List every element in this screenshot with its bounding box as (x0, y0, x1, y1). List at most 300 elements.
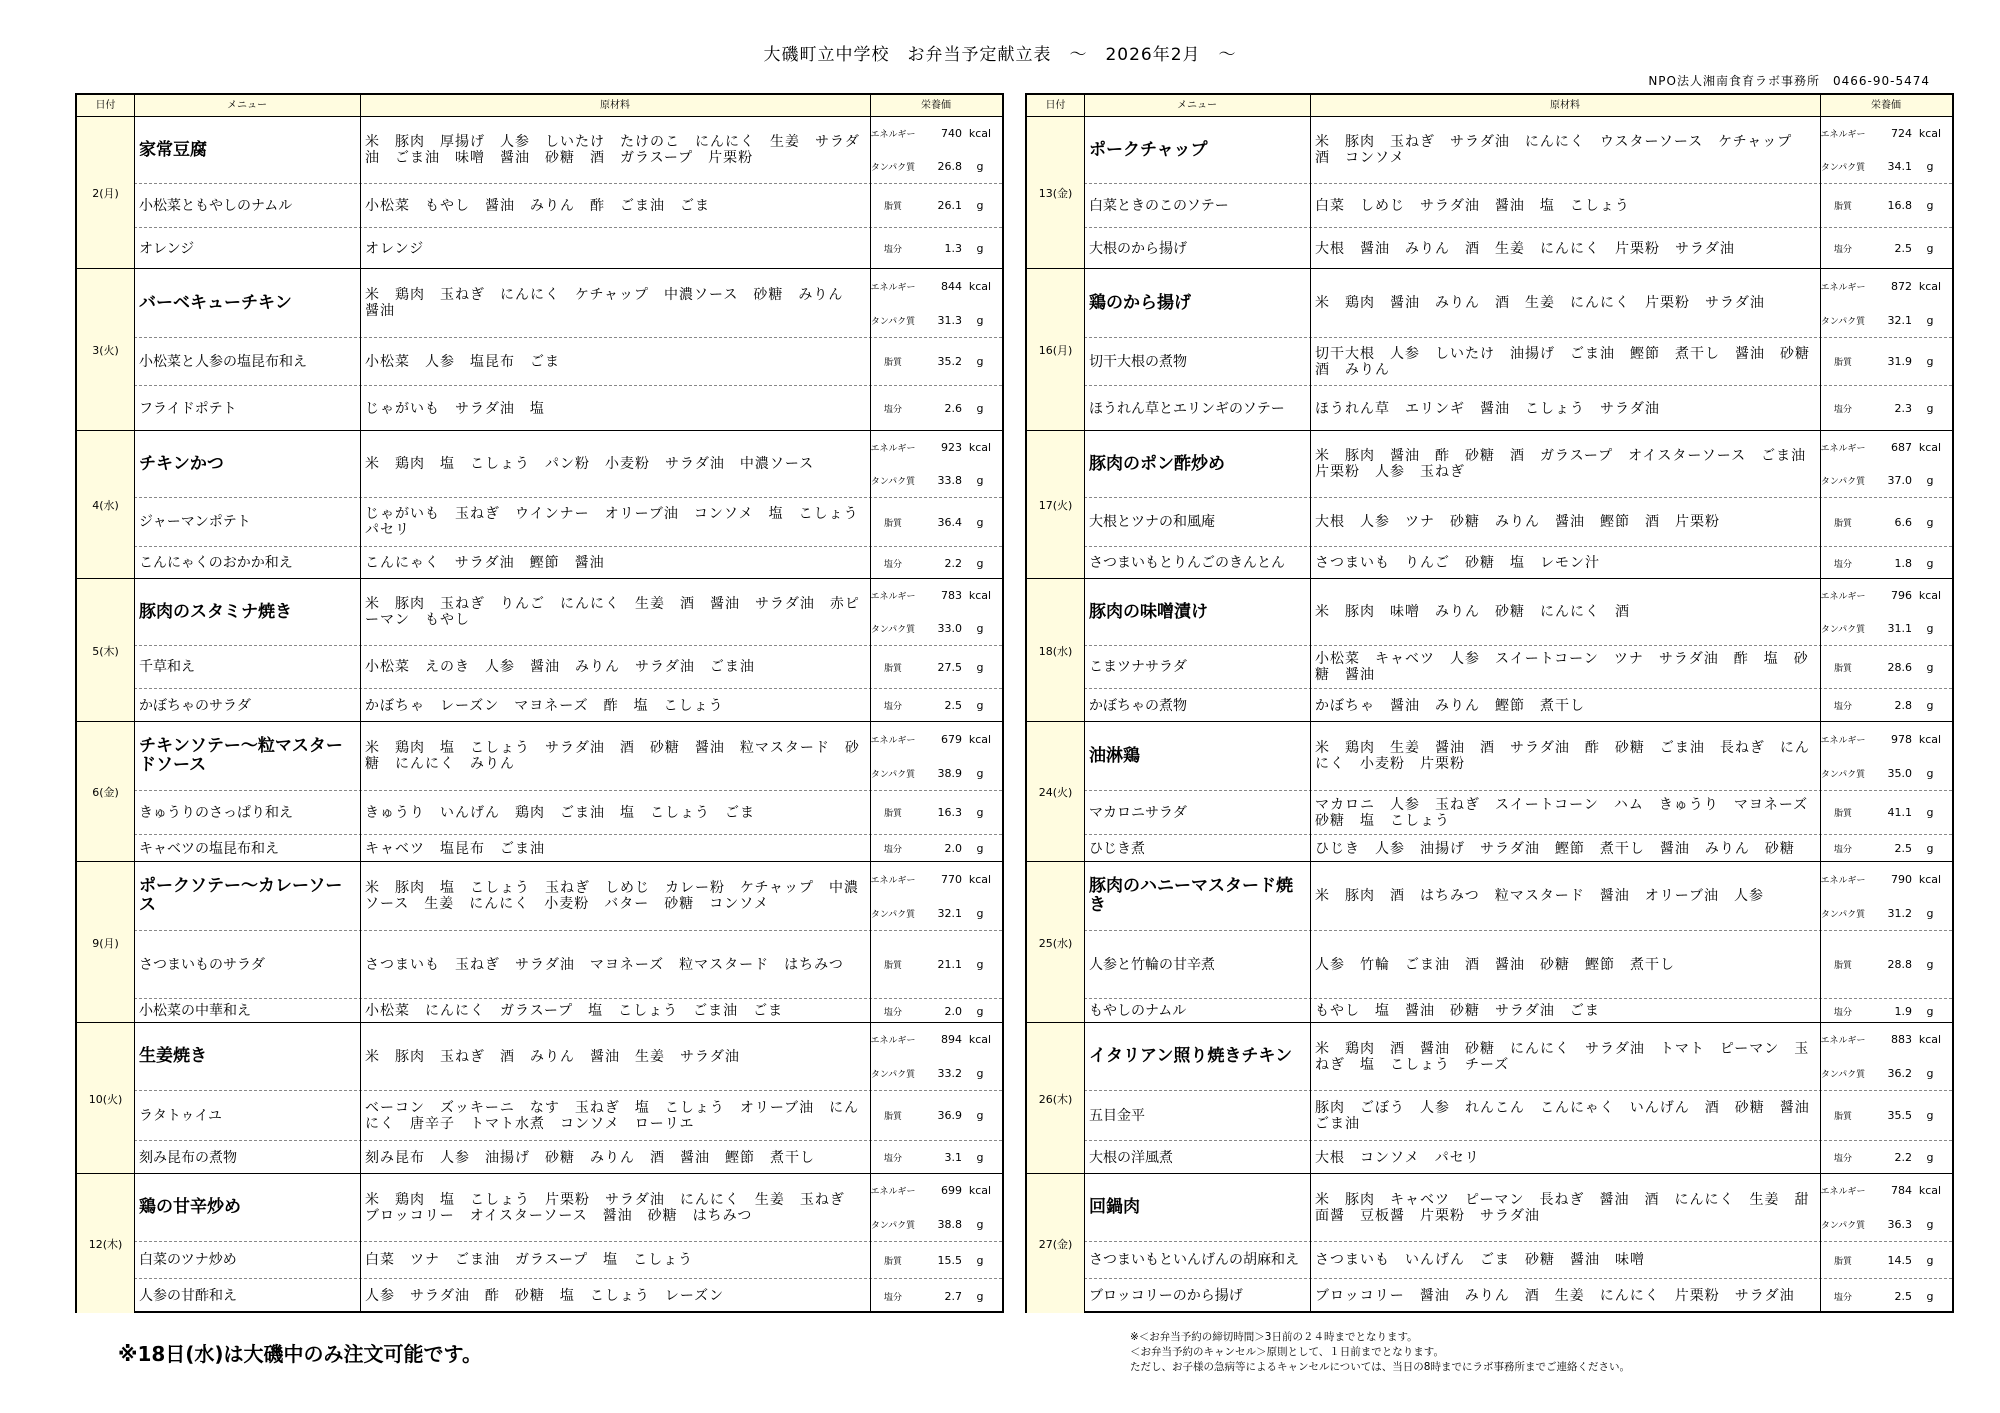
unit-g: g (976, 1217, 984, 1231)
unit-g: g (976, 160, 984, 173)
day-block (1027, 578, 1952, 722)
unit-g: g (1926, 660, 1934, 674)
value-fat: 28.6 (1887, 660, 1912, 674)
label-protein: タンパク質 (870, 625, 916, 635)
unit-kcal: kcal (1918, 279, 1942, 293)
label-fat: 脂質 (883, 961, 902, 971)
ingredients: 刻み昆布 人参 油揚げ 砂糖 みりん 酒 醤油 鰹節 煮干し (365, 1149, 815, 1166)
header-ingredients: 原材料 (600, 100, 630, 111)
ingredients: ブロッコリー 醤油 みりん 酒 生姜 にんにく 片栗粉 サラダ油 (1315, 1288, 1795, 1304)
menu-row (1084, 862, 1952, 930)
value-protein: 32.1 (937, 906, 962, 920)
unit-g: g (1926, 906, 1934, 920)
date-label: 12(木) (88, 1237, 123, 1251)
label-protein: タンパク質 (870, 1069, 916, 1080)
unit-kcal: kcal (968, 732, 992, 746)
ingredients: もやし 塩 醤油 砂糖 サラダ油 ごま (1315, 1003, 1600, 1019)
nutrition-fat (1820, 646, 1952, 688)
label-fat: 脂質 (883, 1256, 902, 1267)
nutrition-salt (870, 547, 1002, 579)
ingredients: 米 豚肉 醤油 酢 砂糖 酒 ガラスープ オイスターソース ごま油 片栗粉 人参 玉ねぎ (1315, 448, 1822, 480)
nutrition-fat (870, 498, 1002, 546)
ingredients: 米 豚肉 味噌 みりん 砂糖 にんにく 酒 (1315, 604, 1630, 620)
ingredients: 小松菜 えのき 人参 醤油 みりん サラダ油 ごま油 (365, 659, 755, 675)
nutrition-main (870, 579, 1002, 645)
nutrition-salt (870, 228, 1002, 269)
menu-table-left (75, 93, 1004, 1313)
value-fat: 26.1 (937, 199, 962, 212)
value-salt: 2.6 (944, 402, 962, 415)
main-dish: チキンかつ (139, 453, 224, 474)
value-protein: 31.3 (937, 313, 962, 327)
unit-g: g (976, 474, 984, 487)
label-salt: 塩分 (1833, 702, 1852, 712)
day-block (77, 430, 1002, 579)
ingredients: じゃがいも サラダ油 塩 (365, 400, 545, 417)
value-fat: 15.5 (937, 1253, 962, 1267)
nutrition-salt (1820, 835, 1952, 862)
ingredients: かぼちゃ 醤油 みりん 鰹節 煮干し (1315, 697, 1585, 714)
label-salt: 塩分 (883, 245, 902, 255)
value-fat: 14.5 (1887, 1253, 1912, 1267)
order-note: ※18日(水)は大磯中のみ注文可能です。 (118, 1342, 482, 1366)
nutrition-salt (870, 1141, 1002, 1174)
menu-row (134, 546, 1002, 579)
menu-row (1084, 834, 1952, 862)
menu-row (1084, 1241, 1952, 1278)
day-block (1027, 116, 1952, 269)
label-energy: エネルギー (870, 1036, 916, 1047)
reservation-notes (1130, 1330, 1630, 1375)
menu-table-right (1025, 93, 1954, 1313)
day-block (77, 1173, 1002, 1313)
value-energy: 699 (941, 1184, 962, 1198)
divider (1820, 95, 1821, 1311)
unit-g: g (1926, 1066, 1934, 1080)
label-protein: タンパク質 (1820, 909, 1866, 920)
side-dish: ほうれん草とエリンギのソテー (1089, 400, 1285, 417)
nutrition-fat (1820, 338, 1952, 385)
menu-row (134, 834, 1002, 862)
value-energy: 796 (1891, 589, 1912, 602)
value-energy: 872 (1891, 279, 1912, 293)
label-fat: 脂質 (1833, 518, 1852, 529)
ingredients: 大根 人参 ツナ 砂糖 みりん 醤油 鰹節 酒 片栗粉 (1315, 514, 1720, 530)
value-fat: 16.8 (1887, 199, 1912, 212)
date-label: 16(月) (1038, 344, 1073, 357)
menu-row (1084, 117, 1952, 183)
ingredients: じゃがいも 玉ねぎ ウインナー オリーブ油 コンソメ 塩 こしょう パセリ (365, 506, 874, 538)
main-dish: 生姜焼き (139, 1046, 207, 1066)
side-dish: もやしのナムル (1089, 1003, 1187, 1019)
ingredients: さつまいも 玉ねぎ サラダ油 マヨネーズ 粒マスタード はちみつ (365, 956, 844, 973)
label-salt: 塩分 (1833, 1154, 1852, 1164)
day-block (77, 1022, 1002, 1174)
unit-g: g (1926, 1004, 1934, 1018)
label-salt: 塩分 (883, 559, 902, 570)
label-energy: エネルギー (870, 130, 916, 140)
value-protein: 34.1 (1887, 160, 1912, 173)
label-energy: エネルギー (1820, 735, 1866, 746)
divider (360, 95, 361, 1311)
date-label: 27(金) (1038, 1237, 1073, 1251)
menu-row (1084, 431, 1952, 497)
value-fat: 28.8 (1887, 958, 1912, 971)
unit-g: g (1926, 515, 1934, 529)
menu-row (1084, 1090, 1952, 1140)
day-block (1027, 430, 1952, 579)
label-salt: 塩分 (883, 1007, 902, 1018)
value-protein: 32.1 (1887, 313, 1912, 327)
label-fat: 脂質 (883, 358, 902, 368)
nutrition-main (1820, 117, 1952, 183)
ingredients: 豚肉 ごぼう 人参 れんこん こんにゃく いんげん 酒 砂糖 醤油 ごま油 (1315, 1099, 1825, 1132)
unit-kcal: kcal (968, 589, 992, 602)
side-dish: フライドポテト (139, 400, 237, 417)
label-energy: エネルギー (1820, 1187, 1866, 1198)
side-dish: 切干大根の煮物 (1089, 353, 1187, 370)
main-dish: ポークソテー～カレーソース (139, 876, 343, 915)
value-salt: 2.5 (1894, 842, 1912, 855)
nutrition-fat (1820, 791, 1952, 834)
page-title: 大磯町立中学校 お弁当予定献立表 ～ 2026年2月 ～ (763, 45, 1237, 65)
label-energy: エネルギー (1820, 875, 1866, 886)
value-protein: 33.2 (937, 1066, 962, 1080)
unit-kcal: kcal (968, 127, 992, 140)
value-protein: 36.2 (1887, 1066, 1912, 1080)
value-protein: 31.1 (1887, 622, 1912, 635)
nutrition-fat (870, 931, 1002, 998)
menu-row (134, 722, 1002, 790)
menu-row (1084, 998, 1952, 1023)
nutrition-fat (870, 184, 1002, 227)
value-fat: 35.2 (937, 355, 962, 368)
main-dish: ポークチャップ (1089, 139, 1208, 160)
header-ingredients: 原材料 (1550, 100, 1580, 111)
nutrition-main (1820, 579, 1952, 645)
unit-kcal: kcal (968, 441, 992, 454)
label-energy: エネルギー (1820, 1036, 1866, 1047)
nutrition-main (1820, 1023, 1952, 1090)
value-energy: 783 (941, 589, 962, 602)
ingredients: 人参 サラダ油 酢 砂糖 塩 こしょう レーズン (365, 1288, 725, 1304)
label-protein: タンパク質 (1820, 1220, 1866, 1231)
ingredients: 白菜 ツナ ごま油 ガラスープ 塩 こしょう (365, 1252, 694, 1268)
unit-kcal: kcal (968, 279, 992, 293)
menu-row (1084, 688, 1952, 722)
value-fat: 27.5 (937, 660, 962, 674)
value-salt: 2.0 (944, 1004, 962, 1018)
side-dish: 五目金平 (1089, 1107, 1145, 1124)
nutrition-main (870, 269, 1002, 337)
value-fat: 41.1 (1887, 806, 1912, 819)
label-salt: 塩分 (1833, 559, 1852, 570)
menu-row (1084, 497, 1952, 546)
ingredients: ベーコン ズッキーニ なす 玉ねぎ 塩 こしょう オリーブ油 にんにく 唐辛子 トマト水煮 コンソメ ローリエ (365, 1099, 860, 1132)
value-protein: 38.9 (937, 766, 962, 780)
label-protein: タンパク質 (1820, 1069, 1866, 1080)
menu-row (1084, 227, 1952, 269)
date-label: 10(火) (88, 1092, 123, 1106)
label-fat: 脂質 (1833, 1112, 1852, 1122)
menu-row (134, 497, 1002, 546)
unit-g: g (1926, 622, 1934, 635)
menu-row (1084, 183, 1952, 227)
nutrition-main (1820, 722, 1952, 790)
nutrition-main (870, 862, 1002, 930)
value-energy: 894 (941, 1033, 962, 1047)
header-date: 日付 (95, 100, 116, 111)
nutrition-fat (1820, 931, 1952, 998)
menu-row (134, 1174, 1002, 1241)
ingredients: かぼちゃ レーズン マヨネーズ 酢 塩 こしょう (365, 697, 724, 714)
nutrition-salt (1820, 386, 1952, 431)
side-dish: 人参の甘酢和え (139, 1288, 237, 1304)
nutrition-salt (870, 835, 1002, 862)
label-protein: タンパク質 (1820, 477, 1866, 487)
label-salt: 塩分 (883, 1154, 902, 1164)
value-fat: 35.5 (1887, 1109, 1912, 1122)
unit-g: g (1926, 474, 1934, 487)
nutrition-salt (1820, 1279, 1952, 1313)
ingredients: 米 鶏肉 玉ねぎ にんにく ケチャップ 中濃ソース 砂糖 みりん 醤油 (365, 287, 859, 319)
label-protein: タンパク質 (870, 316, 916, 327)
nutrition-fat (870, 338, 1002, 385)
label-energy: エネルギー (870, 875, 916, 886)
label-energy: エネルギー (870, 282, 916, 293)
label-salt: 塩分 (883, 405, 902, 415)
side-dish: きゅうりのさっぱり和え (139, 804, 293, 821)
menu-row (134, 1278, 1002, 1313)
ingredients: 米 豚肉 塩 こしょう 玉ねぎ しめじ カレー粉 ケチャップ 中濃ソース 生姜 にんにく 小麦粉 バター 砂糖 コンソメ (365, 880, 860, 912)
unit-kcal: kcal (968, 1184, 992, 1198)
nutrition-main (1820, 862, 1952, 930)
note-line: ＜お弁当予約のキャンセル＞原則として、１日前までとなります。 (1130, 1346, 1444, 1358)
label-protein: タンパク質 (870, 909, 916, 920)
value-energy: 923 (941, 441, 962, 454)
unit-g: g (976, 556, 984, 570)
nutrition-salt (870, 689, 1002, 722)
unit-kcal: kcal (1918, 1184, 1942, 1198)
side-dish: 刻み昆布の煮物 (139, 1149, 237, 1166)
menu-row (134, 1023, 1002, 1090)
nutrition-main (870, 431, 1002, 497)
nutrition-salt (1820, 228, 1952, 269)
nutrition-fat (870, 1242, 1002, 1278)
main-dish: 豚肉の味噌漬け (1089, 601, 1208, 622)
unit-g: g (1926, 199, 1934, 212)
ingredients: オレンジ (365, 240, 425, 257)
date-label: 25(水) (1038, 936, 1073, 950)
label-salt: 塩分 (883, 845, 902, 855)
label-fat: 脂質 (883, 202, 902, 212)
table-header (1027, 95, 1952, 117)
unit-g: g (1926, 766, 1934, 780)
menu-row (134, 1090, 1002, 1140)
menu-row (134, 431, 1002, 497)
value-protein: 38.8 (937, 1217, 962, 1231)
label-fat: 脂質 (883, 809, 902, 819)
menu-row (1084, 1278, 1952, 1313)
label-salt: 塩分 (1833, 245, 1852, 255)
menu-row (134, 227, 1002, 269)
main-dish: 鶏のから揚げ (1089, 292, 1191, 313)
unit-g: g (976, 699, 984, 712)
nutrition-fat (870, 791, 1002, 834)
side-dish: さつまいもとりんごのきんとん (1089, 555, 1285, 571)
label-salt: 塩分 (1833, 405, 1852, 415)
unit-g: g (976, 1289, 984, 1303)
day-block (77, 721, 1002, 862)
day-block (1027, 1022, 1952, 1174)
menu-row (134, 790, 1002, 834)
label-energy: エネルギー (870, 1187, 916, 1198)
main-dish: 油淋鶏 (1089, 745, 1140, 766)
menu-row (134, 645, 1002, 688)
menu-row (134, 1140, 1002, 1174)
ingredients: 米 鶏肉 生姜 醤油 酒 サラダ油 酢 砂糖 ごま油 長ねぎ にんにく 小麦粉 片栗粉 (1315, 740, 1810, 772)
side-dish: 大根とツナの和風庵 (1089, 514, 1215, 530)
unit-g: g (976, 1004, 984, 1018)
ingredients: きゅうり いんげん 鶏肉 ごま油 塩 こしょう ごま (365, 804, 755, 821)
unit-g: g (1926, 842, 1934, 855)
value-salt: 3.1 (944, 1151, 962, 1164)
nutrition-salt (1820, 689, 1952, 722)
value-salt: 2.8 (1894, 699, 1912, 712)
unit-g: g (976, 355, 984, 368)
label-energy: エネルギー (1820, 592, 1866, 602)
side-dish: ジャーマンポテト (139, 514, 251, 530)
menu-row (1084, 1140, 1952, 1174)
nutrition-fat (1820, 498, 1952, 546)
date-label: 17(火) (1038, 499, 1073, 512)
nutrition-salt (870, 1279, 1002, 1313)
value-energy: 790 (1891, 872, 1912, 886)
side-dish: 小松菜の中華和え (139, 1003, 251, 1019)
day-block (1027, 1173, 1952, 1313)
unit-g: g (976, 1253, 984, 1267)
nutrition-salt (870, 386, 1002, 431)
ingredients: 米 鶏肉 醤油 みりん 酒 生姜 にんにく 片栗粉 サラダ油 (1315, 295, 1765, 311)
nutrition-main (1820, 431, 1952, 497)
label-energy: エネルギー (1820, 282, 1866, 293)
menu-row (134, 688, 1002, 722)
side-dish: 白菜ときのこのソテー (1089, 197, 1229, 214)
day-block (1027, 861, 1952, 1023)
unit-g: g (976, 402, 984, 415)
label-salt: 塩分 (1833, 1007, 1852, 1018)
nutrition-fat (870, 646, 1002, 688)
value-fat: 6.6 (1894, 515, 1912, 529)
side-dish: 千草和え (139, 659, 195, 675)
side-dish: 小松菜と人参の塩昆布和え (139, 353, 307, 370)
nutrition-fat (870, 1091, 1002, 1140)
unit-g: g (976, 766, 984, 780)
value-protein: 33.8 (937, 474, 962, 487)
side-dish: こまツナサラダ (1089, 659, 1187, 675)
unit-g: g (976, 1151, 984, 1164)
value-fat: 31.9 (1887, 355, 1912, 368)
label-protein: タンパク質 (870, 163, 916, 173)
ingredients: 米 豚肉 酒 はちみつ 粒マスタード 醤油 オリーブ油 人参 (1315, 888, 1765, 904)
menu-row (134, 117, 1002, 183)
menu-row (134, 337, 1002, 385)
ingredients: 小松菜 キャベツ 人参 スイートコーン ツナ サラダ油 酢 塩 砂糖 醤油 (1315, 651, 1809, 683)
unit-g: g (1926, 1151, 1934, 1164)
menu-row (1084, 930, 1952, 998)
main-dish: バーベキューチキン (139, 292, 292, 313)
header-nutrition: 栄養価 (1871, 100, 1901, 111)
organization-contact: NPO法人湘南食育ラボ事務所 0466-90-5474 (1648, 74, 1930, 88)
unit-g: g (1926, 806, 1934, 819)
ingredients: 米 鶏肉 塩 こしょう サラダ油 酒 砂糖 醤油 粒マスタード 砂糖 にんにく みりん (365, 740, 860, 772)
side-dish: キャベツの塩昆布和え (139, 840, 279, 857)
ingredients: さつまいも りんご 砂糖 塩 レモン汁 (1315, 555, 1600, 571)
menu-row (1084, 385, 1952, 431)
label-energy: エネルギー (1820, 444, 1866, 454)
unit-g: g (1926, 160, 1934, 173)
unit-kcal: kcal (968, 872, 992, 886)
unit-g: g (976, 1109, 984, 1122)
value-energy: 784 (1891, 1184, 1912, 1198)
value-salt: 2.2 (1894, 1151, 1912, 1164)
value-energy: 740 (941, 127, 962, 140)
ingredients: 米 鶏肉 塩 こしょう パン粉 小麦粉 サラダ油 中濃ソース (365, 456, 815, 472)
label-salt: 塩分 (1833, 845, 1852, 855)
label-salt: 塩分 (883, 1292, 902, 1303)
unit-g: g (976, 842, 984, 855)
value-energy: 978 (1891, 732, 1912, 746)
nutrition-main (1820, 1174, 1952, 1241)
unit-g: g (1926, 313, 1934, 327)
label-fat: 脂質 (883, 518, 902, 529)
menu-row (134, 998, 1002, 1023)
value-energy: 679 (941, 732, 962, 746)
value-fat: 21.1 (937, 958, 962, 971)
main-dish: 家常豆腐 (139, 139, 207, 160)
ingredients: 米 豚肉 玉ねぎ りんご にんにく 生姜 酒 醤油 サラダ油 赤ピーマン もやし (365, 596, 860, 628)
main-dish: 豚肉のハニーマスタード焼き (1089, 876, 1293, 915)
label-fat: 脂質 (1833, 961, 1852, 971)
label-fat: 脂質 (1833, 1256, 1852, 1267)
menu-row (1084, 790, 1952, 834)
ingredients: 切干大根 人参 しいたけ 油揚げ ごま油 鰹節 煮干し 醤油 砂糖 酒 みりん (1315, 345, 1825, 378)
ingredients: ひじき 人参 油揚げ サラダ油 鰹節 煮干し 醤油 みりん 砂糖 (1315, 840, 1795, 857)
label-energy: エネルギー (870, 735, 916, 746)
label-salt: 塩分 (883, 702, 902, 712)
main-dish: 鶏の甘辛炒め (139, 1197, 241, 1217)
menu-row (1084, 269, 1952, 337)
unit-g: g (976, 958, 984, 971)
value-salt: 2.0 (944, 842, 962, 855)
ingredients: 人参 竹輪 ごま油 酒 醤油 砂糖 鰹節 煮干し (1315, 956, 1675, 973)
label-protein: タンパク質 (870, 1220, 916, 1231)
value-protein: 26.8 (937, 160, 962, 173)
label-salt: 塩分 (1833, 1292, 1852, 1303)
label-protein: タンパク質 (1820, 163, 1866, 173)
side-dish: 小松菜ともやしのナムル (139, 197, 293, 214)
label-fat: 脂質 (1833, 809, 1852, 819)
unit-g: g (976, 242, 984, 255)
unit-g: g (1926, 556, 1934, 570)
value-protein: 35.0 (1887, 766, 1912, 780)
label-protein: タンパク質 (1820, 316, 1866, 327)
date-label: 13(金) (1038, 187, 1073, 200)
ingredients: 米 鶏肉 塩 こしょう 片栗粉 サラダ油 にんにく 生姜 玉ねぎ ブロッコリー オイスターソース 醤油 砂糖 はちみつ (365, 1191, 860, 1224)
unit-g: g (976, 515, 984, 529)
date-label: 4(水) (92, 499, 119, 512)
value-energy: 687 (1891, 441, 1912, 454)
